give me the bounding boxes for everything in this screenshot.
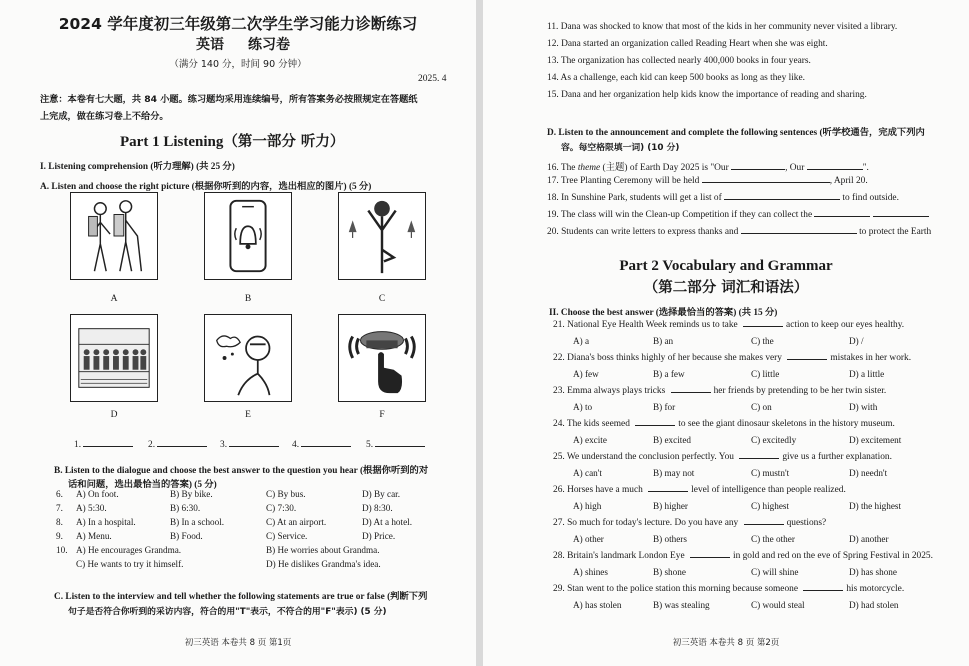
mc-question-25-option-d[interactable]: D) needn't (849, 468, 888, 478)
mc-question-29-blank[interactable] (803, 590, 843, 591)
mc-question-27-option-d[interactable]: D) another (849, 534, 889, 544)
picture-label-c: C (378, 294, 386, 304)
mc-question-22-tail: mistakes in her work. (830, 353, 912, 363)
mc-question-23-option-d[interactable]: D) with (849, 402, 878, 412)
q9-option-d[interactable]: D) Price. (362, 531, 396, 541)
fill-q19 (547, 210, 929, 220)
mc-question-29-option-c[interactable]: C) would steal (751, 600, 805, 610)
q6-option-b[interactable]: B) By bike. (170, 489, 213, 499)
section-2-heading: II. Choose the best answer (选择最恰当的答案) (共 15 分) (549, 308, 778, 318)
tf-item-13: 13. The organization has collected nearly 400,000 books in four years. (547, 56, 811, 66)
mc-question-28 (553, 551, 933, 561)
q16-blank-1[interactable] (731, 169, 785, 170)
q17-blank[interactable] (702, 182, 830, 183)
notice-line-1: 注意：本卷有七大题，共 84 小题。练习题均采用连续编号，所有答案务必按照规定在答题纸 (40, 94, 418, 105)
answer-blank-2[interactable] (148, 440, 207, 450)
part2-title-en: Part 2 Vocabulary and Grammar (619, 258, 833, 274)
mc-question-24-stem: 24. The kids seemed (553, 419, 630, 429)
mc-question-22-option-d[interactable]: D) a little (849, 369, 885, 379)
mc-question-21-stem: 21. National Eye Health Week reminds us to take (553, 320, 738, 330)
page-2-footer: 初三英语 本卷共 8 页 第2页 (672, 638, 780, 648)
q17-text-a: 17. Tree Planting Ceremony will be held (547, 176, 700, 186)
mc-question-27-option-b[interactable]: B) others (653, 534, 687, 544)
q10-option-d[interactable]: D) He dislikes Grandma's idea. (266, 559, 381, 569)
mc-question-23-option-b[interactable]: B) for (653, 402, 676, 412)
q16-blank-2[interactable] (807, 169, 863, 170)
mc-question-26-blank[interactable] (648, 491, 688, 492)
sneeze-icon (205, 315, 291, 401)
page-1-footer: 初三英语 本卷共 8 页 第1页 (184, 638, 292, 648)
mc-question-21-blank[interactable] (743, 326, 783, 327)
mc-question-24-blank[interactable] (635, 425, 675, 426)
mc-question-24-tail: to see the giant dinosaur skeletons in the history museum. (678, 419, 895, 429)
part1-heading (120, 130, 344, 151)
mc-question-29-tail: his motorcycle. (846, 584, 905, 594)
mc-question-24-option-c[interactable]: C) excitedly (751, 435, 797, 445)
exam-page-1 (0, 0, 476, 666)
mc-question-25 (553, 452, 892, 462)
mc-question-25-option-c[interactable]: C) mustn't (751, 468, 790, 478)
q17-text-b: , April 20. (829, 176, 868, 186)
q20-blank[interactable] (741, 233, 857, 234)
tf-item-11: 11. Dana was shocked to know that most of the kids in her community never visited a library. (547, 22, 898, 32)
mc-question-25-option-a[interactable]: A) can't (573, 468, 602, 478)
answer-blank-5[interactable] (366, 440, 425, 450)
picture-d-crowd (70, 314, 158, 402)
mc-question-22-option-b[interactable]: B) a few (653, 369, 685, 379)
mc-question-29 (553, 584, 904, 594)
yoga-icon (339, 193, 425, 279)
fill-q16 (547, 159, 869, 173)
score-time: （满分 140 分，时间 90 分钟） (169, 59, 307, 70)
mc-question-26-option-d[interactable]: D) the highest (849, 501, 902, 511)
mc-question-27-tail: questions? (786, 518, 827, 528)
mc-question-28-option-c[interactable]: C) will shine (751, 567, 799, 577)
q8-option-d[interactable]: D) At a hotel. (362, 517, 413, 527)
section-a-heading: A. Listen and choose the right picture (根据你听到的内容，选出相应的图片) (5 分) (40, 182, 372, 192)
mc-question-27-stem: 27. So much for today's lecture. Do you have any (553, 518, 739, 528)
mc-question-26-option-b[interactable]: B) higher (653, 501, 688, 511)
q20-text-b: to protect the Earth (859, 227, 932, 237)
q6-number: 6. (56, 489, 63, 499)
q18-text-a: 18. In Sunshine Park, students will get a list of (547, 193, 722, 203)
phone-bell-icon (205, 193, 291, 279)
mc-question-25-tail: give us a further explanation. (782, 452, 892, 462)
q19-text-a: 19. The class will win the Clean-up Competition if they can collect the (547, 210, 813, 220)
fill-q20 (547, 227, 931, 237)
mc-question-29-option-a[interactable]: A) has stolen (573, 600, 622, 610)
q16-text-c: , Our (785, 163, 805, 173)
mc-question-26-tail: level of intelligence than people realized. (691, 485, 846, 495)
mc-question-25-stem: 25. We understand the conclusion perfectly. You (553, 452, 734, 462)
q19-blank-1[interactable] (814, 216, 870, 217)
q8-number: 8. (56, 517, 63, 527)
q7-option-d[interactable]: D) 8:30. (362, 503, 393, 513)
q8-option-b[interactable]: B) In a school. (170, 517, 225, 527)
fill-q17 (547, 176, 868, 186)
q9-option-b[interactable]: B) Food. (170, 531, 203, 541)
picture-label-a: A (110, 294, 118, 304)
answer-num-5: 5. (366, 440, 374, 450)
q6-option-a[interactable]: A) On foot. (76, 489, 119, 499)
mc-question-23-blank[interactable] (671, 392, 711, 393)
picture-e-sneeze (204, 314, 292, 402)
exam-page-2 (483, 0, 969, 666)
tf-item-12: 12. Dana started an organization called Reading Heart when she was eight. (547, 39, 828, 49)
mc-question-26-option-a[interactable]: A) high (573, 501, 602, 511)
mc-question-24-option-a[interactable]: A) excite (573, 435, 607, 445)
mc-question-21-option-a[interactable]: A) a (573, 336, 590, 346)
part1-title-cn: （第一部分 听力） (223, 134, 345, 150)
mc-question-24-option-d[interactable]: D) excitement (849, 435, 902, 445)
mc-question-21-tail: action to keep our eyes healthy. (786, 320, 905, 330)
q16-theme-word: theme (577, 163, 601, 173)
picture-label-b: B (244, 294, 252, 304)
fill-q18 (547, 193, 899, 203)
q10-option-a[interactable]: A) He encourages Grandma. (76, 545, 182, 555)
picture-a-hikers (70, 192, 158, 280)
exam-title: 2024 学年度初三年级第二次学生学习能力诊断练习 (58, 15, 418, 33)
q7-option-b[interactable]: B) 6:30. (170, 503, 201, 513)
section-b-heading-1: B. Listen to the dialogue and choose the best answer to the question you hear (根据你听到的对 (54, 466, 429, 476)
mc-question-22-stem: 22. Diana's boss thinks highly of her because she makes very (553, 353, 782, 363)
mc-question-22-option-a[interactable]: A) few (573, 369, 599, 379)
mc-question-27-blank[interactable] (744, 524, 784, 525)
part1-title-en: Part 1 Listening (120, 134, 224, 150)
mc-question-23-tail: her friends by pretending to be her twin sister. (713, 386, 887, 396)
paper-type-label: 练习卷 (248, 37, 290, 53)
mc-question-28-blank[interactable] (690, 557, 730, 558)
mc-question-21 (553, 320, 904, 330)
section-d-heading-2: 容。每空格限填一词) (10 分) (561, 143, 680, 153)
subject-label: 英语 (196, 37, 224, 53)
answer-blank-1[interactable] (74, 440, 133, 450)
mc-question-23-option-c[interactable]: C) on (751, 402, 772, 412)
q8-option-a[interactable]: A) In a hospital. (76, 517, 136, 527)
q9-option-c[interactable]: C) Service. (266, 531, 308, 541)
answer-blank-3[interactable] (220, 440, 279, 450)
mc-question-22 (553, 353, 911, 363)
tf-item-15: 15. Dana and her organization help kids know the importance of reading and sharing. (547, 90, 867, 100)
q16-text-b: (主题) of Earth Day 2025 is "Our (600, 163, 729, 173)
q10-option-c[interactable]: C) He wants to try it himself. (76, 559, 184, 569)
crowd-icon (71, 315, 157, 401)
section-d-heading-1: D. Listen to the announcement and complete the following sentences (听学校通告，完成下列内 (547, 128, 925, 138)
mc-question-28-option-a[interactable]: A) shines (573, 567, 608, 577)
answer-num-4: 4. (292, 440, 300, 450)
mc-question-26-option-c[interactable]: C) highest (751, 501, 790, 511)
mc-question-28-tail: in gold and red on the eve of Spring Festival in 2025. (732, 551, 933, 561)
answer-blank-4[interactable] (292, 440, 351, 450)
q7-option-a[interactable]: A) 5:30. (76, 503, 107, 513)
picture-label-e: E (245, 410, 251, 420)
mc-question-25-option-b[interactable]: B) may not (653, 468, 695, 478)
section-1-heading: I. Listening comprehension (听力理解) (共 25 分) (40, 162, 235, 172)
mc-question-23-option-a[interactable]: A) to (573, 402, 593, 412)
answer-num-1: 1. (74, 440, 82, 450)
notice-line-2: 上完成，做在练习卷上不给分。 (40, 111, 169, 122)
mc-question-29-stem: 29. Stan went to the police station this morning because someone (553, 584, 799, 594)
q9-option-a[interactable]: A) Menu. (76, 531, 112, 541)
mc-question-22-blank[interactable] (787, 359, 827, 360)
mc-question-21-option-b[interactable]: B) an (653, 336, 674, 346)
mc-question-24 (553, 419, 895, 429)
mc-question-28-option-b[interactable]: B) shone (653, 567, 686, 577)
exam-date: 2025. 4 (418, 74, 447, 84)
picture-label-f: F (379, 410, 385, 420)
mc-question-26-stem: 26. Horses have a much (553, 485, 643, 495)
mc-question-27 (553, 518, 826, 528)
q20-text-a: 20. Students can write letters to express thanks and (547, 227, 739, 237)
q18-blank[interactable] (724, 199, 840, 200)
answer-num-2: 2. (148, 440, 156, 450)
q16-text-d: ". (862, 163, 869, 173)
part2-title-cn: （第二部分 词汇和语法） (643, 280, 809, 296)
picture-c-yoga (338, 192, 426, 280)
q6-option-d[interactable]: D) By car. (362, 489, 401, 499)
q7-option-c[interactable]: C) 7:30. (266, 503, 297, 513)
hikers-icon (71, 193, 157, 279)
mc-question-21-option-c[interactable]: C) the (751, 336, 774, 346)
alarm-button-icon (339, 315, 425, 401)
tf-item-14: 14. As a challenge, each kid can keep 500 books as long as they like. (547, 73, 805, 83)
mc-question-22-option-c[interactable]: C) little (751, 369, 780, 379)
q16-text-a: 16. The (547, 163, 578, 173)
section-c-heading-1: C. Listen to the interview and tell whether the following statements are true or false (判断下列 (54, 592, 428, 602)
mc-question-29-option-d[interactable]: D) had stolen (849, 600, 899, 610)
q18-text-b: to find outside. (842, 193, 899, 203)
picture-f-alarm (338, 314, 426, 402)
mc-question-23 (553, 386, 886, 396)
mc-question-21-option-d[interactable]: D) / (849, 336, 864, 346)
q10-option-b[interactable]: B) He worries about Grandma. (266, 545, 380, 555)
mc-question-26 (553, 485, 846, 495)
q9-number: 9. (56, 531, 63, 541)
mc-question-28-stem: 28. Britain's landmark London Eye (553, 551, 685, 561)
picture-label-d: D (110, 410, 118, 420)
mc-question-25-blank[interactable] (739, 458, 779, 459)
q10-number: 10. (56, 545, 68, 555)
mc-question-27-option-c[interactable]: C) the other (751, 534, 795, 544)
mc-question-29-option-b[interactable]: B) was stealing (653, 600, 710, 610)
q7-number: 7. (56, 503, 63, 513)
q6-option-c[interactable]: C) By bus. (266, 489, 306, 499)
picture-b-phone (204, 192, 292, 280)
mc-question-28-option-d[interactable]: D) has shone (849, 567, 897, 577)
section-b-heading-2: 话和问题，选出最恰当的答案) (5 分) (68, 480, 217, 490)
mc-question-23-stem: 23. Emma always plays tricks (553, 386, 666, 396)
q8-option-c[interactable]: C) At an airport. (266, 517, 327, 527)
mc-question-24-option-b[interactable]: B) excited (653, 435, 692, 445)
q19-blank-2[interactable] (873, 216, 929, 217)
section-c-heading-2: 句子是否符合你听到的采访内容，符合的用"T"表示，不符合的用"F"表示) (5 分) (68, 607, 387, 617)
answer-num-3: 3. (220, 440, 228, 450)
mc-question-27-option-a[interactable]: A) other (573, 534, 604, 544)
